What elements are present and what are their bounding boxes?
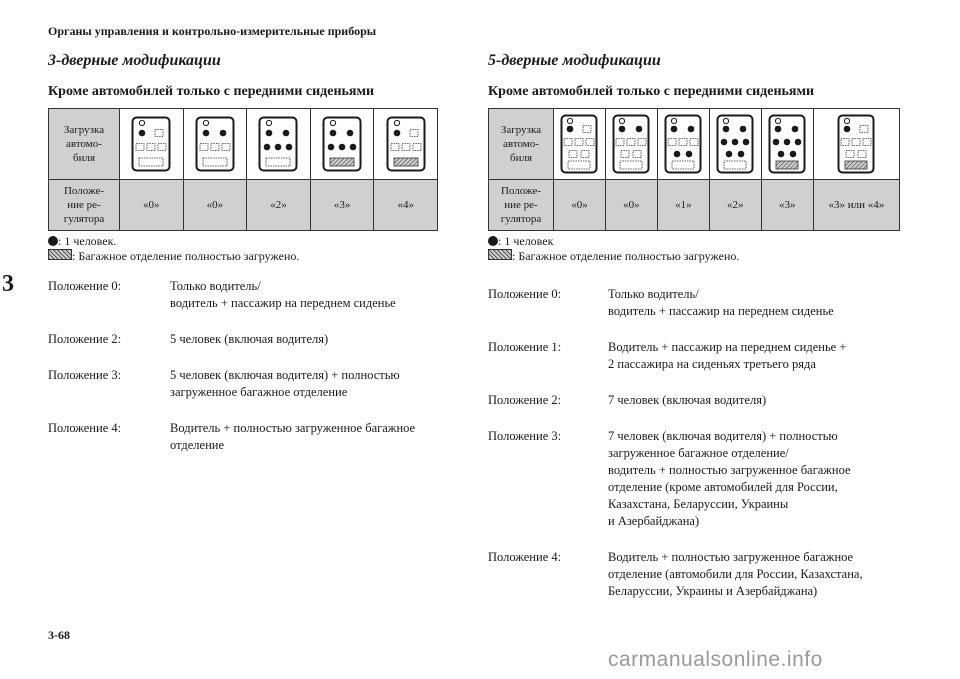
occupant-dot	[674, 151, 681, 158]
position-item: Положение 1: Водитель + пассажир на переднем сиденье + 2 пассажира на сиденьях третьего ряда	[488, 340, 847, 371]
occupant-dot	[790, 151, 797, 158]
row-header-load: Загрузка автомо- биля	[49, 109, 120, 180]
person-dot-icon	[48, 236, 58, 246]
car-body	[562, 116, 597, 173]
position-value: «0»	[554, 180, 606, 231]
car-diagram-cell	[813, 109, 899, 180]
car-load-diagram	[560, 114, 598, 174]
occupant-dot	[743, 139, 750, 146]
car-body	[196, 118, 233, 171]
position-value: «2»	[247, 180, 311, 231]
car-load-diagram	[322, 116, 362, 172]
car-diagram-cell	[120, 109, 184, 180]
cargo-hatch-icon	[48, 249, 72, 260]
person-dot-icon	[488, 236, 498, 246]
car-load-diagram	[258, 116, 298, 172]
occupant-dot	[773, 139, 780, 146]
occupant-dot	[347, 130, 354, 137]
car-load-diagram	[131, 116, 171, 172]
car-load-diagram	[195, 116, 235, 172]
car-load-diagram	[386, 116, 426, 172]
car-diagram-cell	[374, 109, 438, 180]
section-3-door	[48, 52, 438, 473]
position-value: «0»	[183, 180, 247, 231]
load-table	[48, 108, 438, 231]
row-header-position: Положе- ние ре- гулятора	[49, 180, 120, 231]
position-item: Положение 2: 7 человек (включая водителя)	[488, 393, 767, 407]
legend: : 1 человек : Багажное отделение полностью загружено.	[488, 234, 900, 264]
car-body	[614, 116, 649, 173]
cargo-full	[394, 158, 418, 166]
occupant-dot	[350, 144, 357, 151]
occupant-dot	[738, 151, 745, 158]
occupant-dot	[778, 151, 785, 158]
car-load-diagram	[837, 114, 875, 174]
page-number: 3-68	[48, 628, 70, 642]
occupant-dot	[266, 130, 273, 137]
section-subtitle: Кроме автомобилей только с передними сиденьями	[488, 84, 815, 99]
position-item: Положение 0: Только водитель/ водитель + пассажир на переднем сиденье	[488, 287, 834, 318]
occupant-dot	[795, 139, 802, 146]
legend: : 1 человек. : Багажное отделение полностью загружено.	[48, 234, 438, 264]
occupant-dot	[275, 144, 282, 151]
occupant-dot	[792, 126, 799, 133]
car-load-diagram	[768, 114, 806, 174]
occupant-dot	[671, 126, 678, 133]
page-header: Органы управления и контрольно-измерительные приборы	[48, 24, 377, 38]
position-value: «0»	[605, 180, 657, 231]
occupant-dot	[723, 126, 730, 133]
section-title: 5-дверные модификации	[488, 52, 661, 69]
cargo-hatch-icon	[488, 249, 512, 260]
occupant-dot	[721, 139, 728, 146]
position-row	[49, 180, 438, 231]
occupant-dot	[619, 126, 626, 133]
occupant-dot	[775, 126, 782, 133]
occupant-dot	[286, 144, 293, 151]
occupant-dot	[740, 126, 747, 133]
position-value: «4»	[374, 180, 438, 231]
position-item: Положение 3: 5 человек (включая водителя) + полностью загруженное багажное отделение	[48, 368, 400, 399]
position-item: Положение 3: 7 человек (включая водителя) + полностью загруженное багажное отделение/ водитель + полностью загруженное багажное отделение (кроме автомобилей для России, Казахстана, Беларуссии, Украины и Азербайджана)	[488, 429, 851, 528]
cargo-full	[845, 161, 867, 169]
occupant-dot	[567, 126, 574, 133]
load-row	[49, 109, 438, 180]
chapter-tab: 3	[2, 271, 14, 297]
position-value: «3»	[310, 180, 374, 231]
row-header-position: Положе- ние ре- гулятора	[489, 180, 554, 231]
occupant-dot	[732, 139, 739, 146]
occupant-dot	[264, 144, 271, 151]
car-diagram-cell	[605, 109, 657, 180]
position-list	[488, 286, 900, 600]
position-value: «1»	[657, 180, 709, 231]
section-5-door	[488, 52, 900, 619]
occupant-dot	[203, 130, 210, 137]
car-body	[133, 118, 170, 171]
position-item: Положение 4: Водитель + полностью загруженное багажное отделение	[48, 421, 416, 452]
occupant-dot	[636, 126, 643, 133]
occupant-dot	[688, 126, 695, 133]
position-value: «2»	[709, 180, 761, 231]
car-load-diagram	[716, 114, 754, 174]
occupant-dot	[686, 151, 693, 158]
cargo-full	[776, 161, 798, 169]
occupant-dot	[393, 130, 400, 137]
car-diagram-cell	[709, 109, 761, 180]
car-load-diagram	[664, 114, 702, 174]
occupant-dot	[844, 126, 851, 133]
car-diagram-cell	[761, 109, 813, 180]
car-diagram-cell	[657, 109, 709, 180]
section-subtitle: Кроме автомобилей только с передними сиденьями	[48, 84, 375, 99]
occupant-dot	[283, 130, 290, 137]
position-item: Положение 0: Только водитель/ водитель + пассажир на переднем сиденье	[48, 279, 396, 310]
occupant-dot	[726, 151, 733, 158]
position-list	[48, 278, 438, 454]
load-row	[489, 109, 900, 180]
watermark: carmanualsonline.info	[608, 648, 823, 671]
car-load-diagram	[612, 114, 650, 174]
position-value: «0»	[120, 180, 184, 231]
section-title: 3-дверные модификации	[48, 52, 221, 69]
car-diagram-cell	[310, 109, 374, 180]
load-table	[488, 108, 900, 231]
occupant-dot	[339, 144, 346, 151]
occupant-dot	[784, 139, 791, 146]
position-value: «3» или «4»	[813, 180, 899, 231]
occupant-dot	[139, 130, 146, 137]
car-body	[666, 116, 701, 173]
occupant-dot	[330, 130, 337, 137]
occupant-dot	[220, 130, 227, 137]
position-item: Положение 2: 5 человек (включая водителя)	[48, 332, 329, 346]
position-value: «3»	[761, 180, 813, 231]
position-item: Положение 4: Водитель + полностью загруженное багажное отделение (автомобили для России, Казахстана, Беларуссии, Украины и Азербайджана)	[488, 550, 863, 598]
car-diagram-cell	[247, 109, 311, 180]
cargo-full	[330, 158, 354, 166]
row-header-load: Загрузка автомо- биля	[489, 109, 554, 180]
position-row	[489, 180, 900, 231]
car-diagram-cell	[183, 109, 247, 180]
occupant-dot	[328, 144, 335, 151]
car-diagram-cell	[554, 109, 606, 180]
